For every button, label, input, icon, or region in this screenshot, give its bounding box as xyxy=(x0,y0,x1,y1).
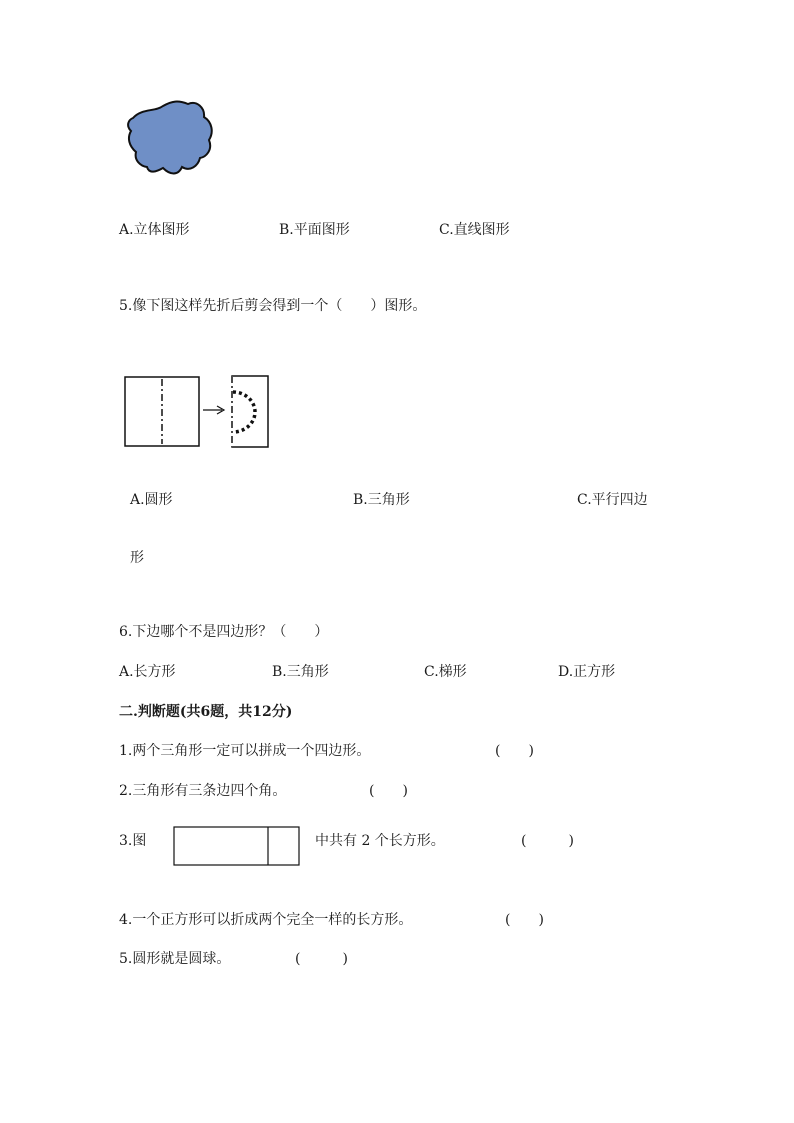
irregular-blob-shape xyxy=(128,102,212,174)
q5-option-c-wrap: 形 xyxy=(130,550,144,566)
tf-item-2-text: 2.三角形有三条边四个角。 xyxy=(119,783,287,799)
outer-rectangle xyxy=(174,827,299,865)
q4-option-c[interactable]: C.直线图形 xyxy=(439,222,510,238)
tf-item-1-text: 1.两个三角形一定可以拼成一个四边形。 xyxy=(119,743,371,759)
tf-item-4-answer-paren[interactable]: ( ) xyxy=(505,912,544,928)
q5-option-a[interactable]: A.圆形 xyxy=(130,492,173,508)
q4-option-a[interactable]: A.立体图形 xyxy=(119,222,190,238)
tf-item-3-text-post: 中共有 2 个长方形。 xyxy=(315,833,445,849)
tf-item-3-answer-paren[interactable]: ( ) xyxy=(521,833,574,849)
tf-item-4-text: 4.一个正方形可以折成两个完全一样的长方形。 xyxy=(119,912,413,928)
q6-option-d[interactable]: D.正方形 xyxy=(558,664,616,680)
q5-option-c[interactable]: C.平行四边 xyxy=(577,492,648,508)
arrow-head-icon xyxy=(217,406,224,414)
tf-item-2-answer-paren[interactable]: ( ) xyxy=(369,783,408,799)
tf-item-3-text-pre: 3.图 xyxy=(119,833,147,849)
unfolded-paper-rect xyxy=(125,377,199,446)
q4-option-b[interactable]: B.平面图形 xyxy=(279,222,350,238)
q6-option-c[interactable]: C.梯形 xyxy=(424,664,467,680)
cut-semicircle-dotted xyxy=(233,392,255,432)
q6-question-text: 6.下边哪个不是四边形？（ ） xyxy=(119,624,329,640)
q6-option-b[interactable]: B.三角形 xyxy=(272,664,329,680)
tf-item-5-answer-paren[interactable]: ( ) xyxy=(295,951,348,967)
folded-paper-rect xyxy=(232,376,268,447)
section2-heading: 二.判断题(共6题，共12分) xyxy=(119,704,293,720)
q5-option-b[interactable]: B.三角形 xyxy=(353,492,410,508)
tf-item-5-text: 5.圆形就是圆球。 xyxy=(119,951,231,967)
tf-item-1-answer-paren[interactable]: ( ) xyxy=(495,743,534,759)
q6-option-a[interactable]: A.长方形 xyxy=(119,664,176,680)
q5-question-text: 5.像下图这样先折后剪会得到一个（ ）图形。 xyxy=(119,298,427,314)
